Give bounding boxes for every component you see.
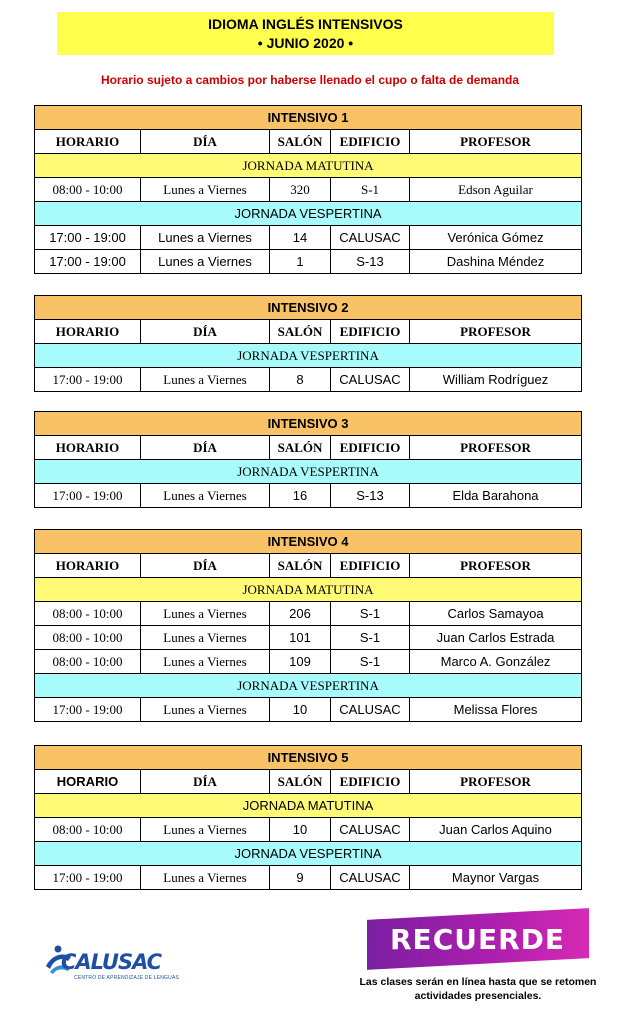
column-header-row — [35, 554, 582, 578]
shift-label: JORNADA VESPERTINA — [35, 202, 582, 226]
cell-profesor: Melissa Flores — [410, 698, 582, 722]
cell-edificio: S-13 — [331, 484, 410, 508]
cell-profesor: Dashina Méndez — [410, 250, 582, 274]
cell-dia: Lunes a Viernes — [141, 226, 270, 250]
cell-edificio: CALUSAC — [331, 818, 410, 842]
cell-dia: Lunes a Viernes — [141, 602, 270, 626]
cell-edificio: CALUSAC — [331, 698, 410, 722]
afternoon-shift-row — [35, 460, 582, 484]
table-row — [35, 866, 582, 890]
cell-horario: 08:00 - 10:00 — [35, 650, 141, 674]
cell-profesor: Juan Carlos Estrada — [410, 626, 582, 650]
shift-label: JORNADA VESPERTINA — [35, 344, 582, 368]
table-row — [35, 650, 582, 674]
table-row — [35, 368, 582, 392]
column-header-row — [35, 770, 582, 794]
cell-edificio: S-1 — [331, 626, 410, 650]
column-header-row — [35, 130, 582, 154]
column-header: SALÓN — [270, 436, 331, 460]
cell-horario: 17:00 - 19:00 — [35, 484, 141, 508]
cell-edificio: S-13 — [331, 250, 410, 274]
logo-subtitle: CENTRO DE APRENDIZAJE DE LENGUAS — [74, 975, 180, 981]
column-header: SALÓN — [270, 554, 331, 578]
cell-salon: 206 — [270, 602, 331, 626]
logo-wordmark: CALUSAC — [61, 950, 162, 974]
column-header: HORARIO — [35, 130, 141, 154]
intensivo-title-row — [35, 530, 582, 554]
morning-shift-row — [35, 154, 582, 178]
intensivo-title-row — [35, 746, 582, 770]
table-row — [35, 250, 582, 274]
cell-salon: 10 — [270, 818, 331, 842]
intensivo-table-2 — [34, 295, 582, 392]
intensivo-title-row — [35, 106, 582, 130]
afternoon-shift-row — [35, 674, 582, 698]
column-header: PROFESOR — [410, 436, 582, 460]
cell-edificio: CALUSAC — [331, 866, 410, 890]
cell-dia: Lunes a Viernes — [141, 698, 270, 722]
cell-profesor: William Rodríguez — [410, 368, 582, 392]
schedule-notice: Horario sujeto a cambios por haberse llenado el cupo o falta de demanda — [100, 73, 520, 87]
shift-label: JORNADA VESPERTINA — [35, 842, 582, 866]
cell-salon: 320 — [270, 178, 331, 202]
reminder-banner — [367, 908, 589, 970]
cell-edificio: S-1 — [331, 178, 410, 202]
calusac-logo — [44, 944, 180, 986]
column-header: EDIFICIO — [331, 554, 410, 578]
column-header: EDIFICIO — [331, 320, 410, 344]
cell-salon: 101 — [270, 626, 331, 650]
table-row — [35, 178, 582, 202]
column-header: DÍA — [141, 320, 270, 344]
column-header: EDIFICIO — [331, 436, 410, 460]
cell-profesor: Maynor Vargas — [410, 866, 582, 890]
cell-horario: 08:00 - 10:00 — [35, 602, 141, 626]
cell-salon: 1 — [270, 250, 331, 274]
table-row — [35, 818, 582, 842]
cell-horario: 08:00 - 10:00 — [35, 818, 141, 842]
column-header: DÍA — [141, 770, 270, 794]
cell-dia: Lunes a Viernes — [141, 626, 270, 650]
page-subtitle: • JUNIO 2020 • — [257, 35, 354, 51]
intensivo-table-4 — [34, 529, 582, 722]
column-header-row — [35, 320, 582, 344]
cell-horario: 17:00 - 19:00 — [35, 698, 141, 722]
cell-profesor: Marco A. González — [410, 650, 582, 674]
cell-edificio: CALUSAC — [331, 368, 410, 392]
column-header: SALÓN — [270, 320, 331, 344]
column-header-row — [35, 436, 582, 460]
cell-horario: 08:00 - 10:00 — [35, 626, 141, 650]
table-row — [35, 226, 582, 250]
cell-profesor: Carlos Samayoa — [410, 602, 582, 626]
shift-label: JORNADA MATUTINA — [35, 578, 582, 602]
morning-shift-row — [35, 578, 582, 602]
column-header: PROFESOR — [410, 770, 582, 794]
cell-profesor: Verónica Gómez — [410, 226, 582, 250]
column-header: DÍA — [141, 554, 270, 578]
cell-dia: Lunes a Viernes — [141, 484, 270, 508]
column-header: PROFESOR — [410, 320, 582, 344]
column-header: HORARIO — [35, 770, 141, 794]
cell-salon: 10 — [270, 698, 331, 722]
intensivo-table-5 — [34, 745, 582, 890]
cell-dia: Lunes a Viernes — [141, 866, 270, 890]
intensivo-title-row — [35, 412, 582, 436]
cell-salon: 8 — [270, 368, 331, 392]
cell-edificio: S-1 — [331, 602, 410, 626]
cell-dia: Lunes a Viernes — [141, 650, 270, 674]
page-title: IDIOMA INGLÉS INTENSIVOS — [208, 16, 403, 32]
reminder-label: RECUERDE — [390, 922, 566, 956]
column-header: HORARIO — [35, 554, 141, 578]
column-header: PROFESOR — [410, 130, 582, 154]
morning-shift-row — [35, 794, 582, 818]
table-row — [35, 698, 582, 722]
shift-label: JORNADA MATUTINA — [35, 794, 582, 818]
cell-horario: 17:00 - 19:00 — [35, 368, 141, 392]
intensivo-title: INTENSIVO 5 — [35, 746, 582, 770]
afternoon-shift-row — [35, 842, 582, 866]
shift-label: JORNADA VESPERTINA — [35, 460, 582, 484]
cell-dia: Lunes a Viernes — [141, 178, 270, 202]
cell-profesor: Juan Carlos Aquino — [410, 818, 582, 842]
reminder-text: Las clases serán en línea hasta que se retomen actividades presenciales. — [359, 976, 597, 1002]
intensivo-title: INTENSIVO 3 — [35, 412, 582, 436]
intensivo-table-1 — [34, 105, 582, 274]
column-header: SALÓN — [270, 130, 331, 154]
cell-edificio: S-1 — [331, 650, 410, 674]
cell-edificio: CALUSAC — [331, 226, 410, 250]
column-header: DÍA — [141, 436, 270, 460]
cell-dia: Lunes a Viernes — [141, 250, 270, 274]
table-row — [35, 602, 582, 626]
column-header: EDIFICIO — [331, 770, 410, 794]
column-header: SALÓN — [270, 770, 331, 794]
intensivo-title-row — [35, 296, 582, 320]
column-header: HORARIO — [35, 320, 141, 344]
intensivo-title: INTENSIVO 1 — [35, 106, 582, 130]
column-header: PROFESOR — [410, 554, 582, 578]
cell-profesor: Edson Aguilar — [410, 178, 582, 202]
cell-profesor: Elda Barahona — [410, 484, 582, 508]
afternoon-shift-row — [35, 202, 582, 226]
cell-dia: Lunes a Viernes — [141, 818, 270, 842]
page-title-box — [57, 12, 554, 55]
table-row — [35, 626, 582, 650]
cell-horario: 17:00 - 19:00 — [35, 250, 141, 274]
cell-horario: 17:00 - 19:00 — [35, 866, 141, 890]
cell-salon: 16 — [270, 484, 331, 508]
afternoon-shift-row — [35, 344, 582, 368]
shift-label: JORNADA VESPERTINA — [35, 674, 582, 698]
cell-dia: Lunes a Viernes — [141, 368, 270, 392]
intensivo-title: INTENSIVO 4 — [35, 530, 582, 554]
cell-salon: 14 — [270, 226, 331, 250]
intensivo-table-3 — [34, 411, 582, 508]
table-row — [35, 484, 582, 508]
column-header: DÍA — [141, 130, 270, 154]
cell-salon: 9 — [270, 866, 331, 890]
cell-horario: 08:00 - 10:00 — [35, 178, 141, 202]
intensivo-title: INTENSIVO 2 — [35, 296, 582, 320]
cell-salon: 109 — [270, 650, 331, 674]
column-header: EDIFICIO — [331, 130, 410, 154]
column-header: HORARIO — [35, 436, 141, 460]
shift-label: JORNADA MATUTINA — [35, 154, 582, 178]
cell-horario: 17:00 - 19:00 — [35, 226, 141, 250]
